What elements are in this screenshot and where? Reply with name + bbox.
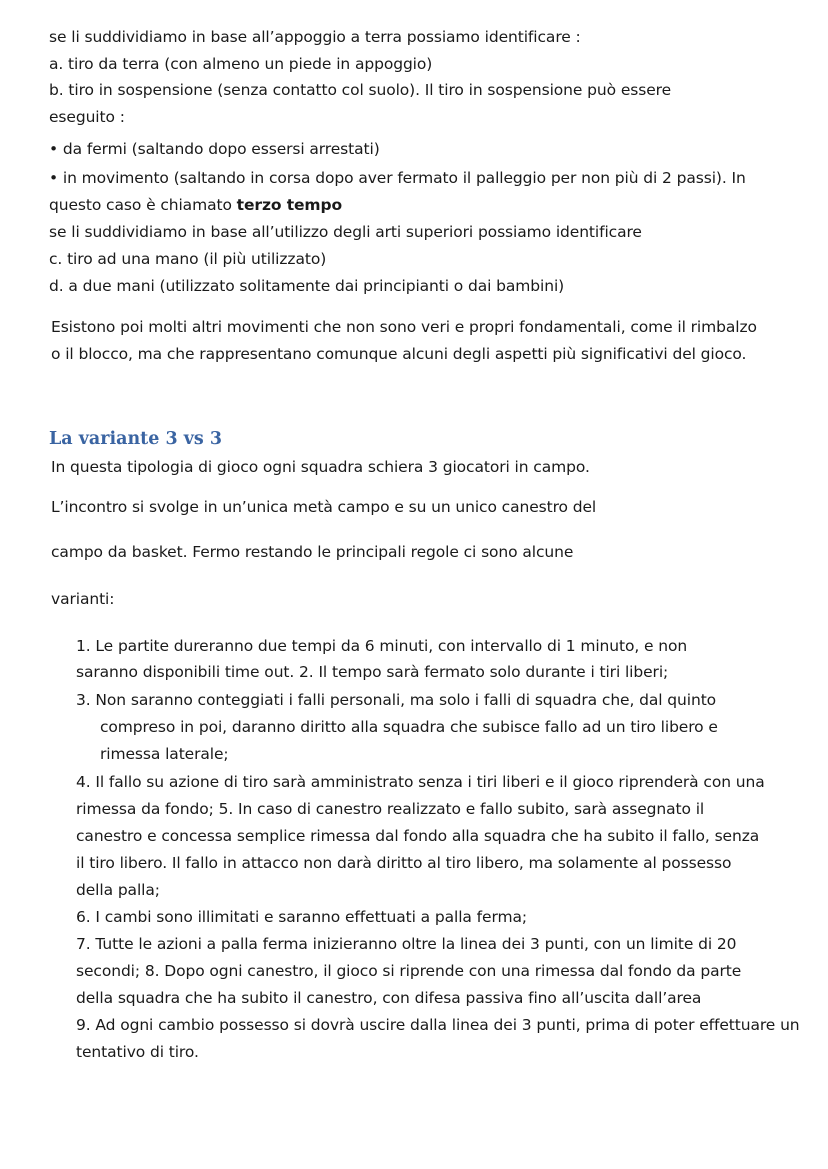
text-line: L’incontro si svolge in un’unica metà campo e su un unico canestro del bbox=[51, 498, 597, 516]
rule-item: tentativo di tiro. bbox=[76, 1043, 199, 1061]
bullet-item: • da fermi (saltando dopo essersi arrestati) bbox=[49, 140, 380, 158]
text-line: Esistono poi molti altri movimenti che non sono veri e propri fondamentali, come il rimbalzo bbox=[51, 318, 757, 336]
rule-item: il tiro libero. Il fallo in attacco non darà diritto al tiro libero, ma solamente al possesso bbox=[76, 854, 732, 872]
rule-item: canestro e concessa semplice rimessa dal fondo alla squadra che ha subito il fallo, senza bbox=[76, 827, 760, 845]
rule-item: compreso in poi, daranno diritto alla squadra che subisce fallo ad un tiro libero e bbox=[100, 718, 718, 736]
text-line: eseguito : bbox=[49, 108, 125, 126]
text-span: questo caso è chiamato bbox=[49, 196, 237, 214]
rule-item: secondi; 8. Dopo ogni canestro, il gioco si riprende con una rimessa dal fondo da parte bbox=[76, 962, 742, 980]
rule-item: saranno disponibili time out. 2. Il tempo sarà fermato solo durante i tiri liberi; bbox=[76, 663, 669, 681]
text-line bbox=[49, 195, 342, 215]
rule-item: della squadra che ha subito il canestro, con difesa passiva fino all’uscita dall’area bbox=[76, 989, 702, 1007]
text-line: se li suddividiamo in base all’utilizzo degli arti superiori possiamo identificare bbox=[49, 223, 642, 241]
text-line: o il blocco, ma che rappresentano comunque alcuni degli aspetti più significativi del gioco. bbox=[51, 345, 747, 363]
text-line: se li suddividiamo in base all’appoggio a terra possiamo identificare : bbox=[49, 28, 581, 46]
rule-item: 1. Le partite dureranno due tempi da 6 minuti, con intervallo di 1 minuto, e non bbox=[76, 637, 688, 655]
rule-item: rimessa da fondo; 5. In caso di canestro realizzato e fallo subito, sarà assegnato il bbox=[76, 800, 705, 818]
text-line: b. tiro in sospensione (senza contatto col suolo). Il tiro in sospensione può essere bbox=[49, 81, 672, 99]
bullet-item: • in movimento (saltando in corsa dopo aver fermato il palleggio per non più di 2 passi). In bbox=[49, 169, 746, 187]
text-line: a. tiro da terra (con almeno un piede in appoggio) bbox=[49, 55, 433, 73]
text-line: campo da basket. Fermo restando le principali regole ci sono alcune bbox=[51, 543, 574, 561]
rule-item: della palla; bbox=[76, 881, 160, 899]
text-line: c. tiro ad una mano (il più utilizzato) bbox=[49, 250, 327, 268]
rule-item: 4. Il fallo su azione di tiro sarà amministrato senza i tiri liberi e il gioco riprenderà con una bbox=[76, 773, 765, 791]
rule-item: rimessa laterale; bbox=[100, 745, 229, 763]
rule-item: 3. Non saranno conteggiati i falli personali, ma solo i falli di squadra che, dal quinto bbox=[76, 691, 717, 709]
rule-item: 7. Tutte le azioni a palla ferma inizieranno oltre la linea dei 3 punti, con un limite di 20 bbox=[76, 935, 737, 953]
text-line: varianti: bbox=[51, 590, 115, 608]
bold-term: terzo tempo bbox=[236, 196, 343, 214]
rule-item: 9. Ad ogni cambio possesso si dovrà uscire dalla linea dei 3 punti, prima di poter effettuare un bbox=[76, 1016, 800, 1034]
rule-item: 6. I cambi sono illimitati e saranno effettuati a palla ferma; bbox=[76, 908, 527, 926]
text-line: In questa tipologia di gioco ogni squadra schiera 3 giocatori in campo. bbox=[51, 458, 590, 476]
section-heading: La variante 3 vs 3 bbox=[49, 429, 223, 449]
text-line: d. a due mani (utilizzato solitamente dai principianti o dai bambini) bbox=[49, 277, 565, 295]
